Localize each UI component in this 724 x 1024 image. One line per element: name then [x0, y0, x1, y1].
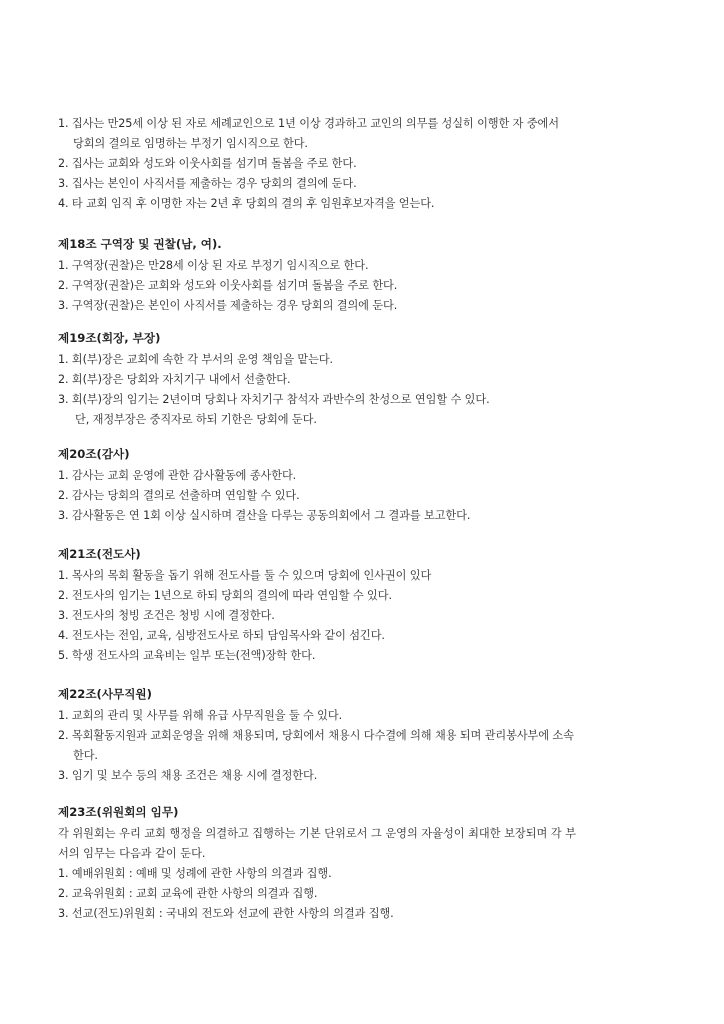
- article-19-item-3-proviso: 단, 재정부장은 중직자로 하되 기한은 당회에 둔다.: [75, 413, 317, 426]
- article-21-section: [58, 544, 688, 666]
- article-17-item-3: 3. 집사는 본인이 사직서를 제출하는 경우 당회의 결의에 둔다.: [58, 177, 357, 190]
- article-21-item-2: 2. 전도사의 임기는 1년으로 하되 당회의 결의에 따라 연임할 수 있다.: [58, 589, 392, 602]
- article-18-section: [58, 234, 688, 316]
- article-21-heading: 제21조(전도사): [58, 547, 141, 561]
- article-18-item-2: 2. 구역장(권찰)은 교회와 성도와 이웃사회를 섬기며 돌봄을 주로 한다.: [58, 279, 398, 292]
- article-21-item-5: 5. 학생 전도사의 교육비는 일부 또는(전액)장학 한다.: [58, 649, 316, 662]
- article-22-item-1: 1. 교회의 관리 및 사무를 위해 유급 사무직원을 둘 수 있다.: [58, 709, 343, 722]
- article-19-item-2: 2. 회(부)장은 당회와 자치기구 내에서 선출한다.: [58, 373, 291, 386]
- article-23-intro-line-2: 서의 임무는 다음과 같이 둔다.: [58, 847, 206, 860]
- article-23-heading: 제23조(위원회의 임무): [58, 805, 179, 819]
- article-21-item-1: 1. 목사의 목회 활동을 돕기 위해 전도사를 둘 수 있으며 당회에 인사권이 있다: [58, 569, 432, 582]
- article-23-item-3: 3. 선교(전도)위원회 : 국내외 전도와 선교에 관한 사항의 의결과 집행.: [58, 907, 394, 920]
- article-20-item-3: 3. 감사활동은 연 1회 이상 실시하며 결산을 다루는 공동의회에서 그 결과를 보고한다.: [58, 509, 471, 522]
- article-19-item-3: 3. 회(부)장의 임기는 2년이며 당회나 자치기구 참석자 과반수의 찬성으로 연임할 수 있다.: [58, 393, 490, 406]
- article-19-section: [58, 328, 688, 430]
- article-21-item-3: 3. 전도사의 청빙 조건은 청빙 시에 결정한다.: [58, 609, 275, 622]
- article-22-item-2-continued: 한다.: [73, 749, 98, 762]
- article-20-item-2: 2. 감사는 당회의 결의로 선출하며 연임할 수 있다.: [58, 489, 300, 502]
- article-18-heading: 제18조 구역장 및 권찰(남, 여).: [58, 237, 222, 251]
- article-23-item-2: 2. 교육위원회 : 교회 교육에 관한 사항의 의결과 집행.: [58, 887, 318, 900]
- article-17-list: [58, 114, 688, 214]
- article-22-section: [58, 684, 688, 786]
- article-17-item-1-continued: 당회의 결의로 임명하는 부정기 임시직으로 한다.: [73, 137, 308, 150]
- article-19-heading: 제19조(회장, 부장): [58, 331, 161, 345]
- article-23-section: [58, 802, 688, 924]
- article-22-heading: 제22조(사무직원): [58, 687, 152, 701]
- article-21-item-4: 4. 전도사는 전임, 교육, 심방전도사로 하되 담임목사와 같이 섬긴다.: [58, 629, 385, 642]
- article-18-item-1: 1. 구역장(권찰)은 만28세 이상 된 자로 부정기 임시직으로 한다.: [58, 259, 369, 272]
- article-22-item-3: 3. 임기 및 보수 등의 채용 조건은 채용 시에 결정한다.: [58, 769, 318, 782]
- article-17-item-2: 2. 집사는 교회와 성도와 이웃사회를 섬기며 돌봄을 주로 한다.: [58, 157, 357, 170]
- article-22-item-2: 2. 목회활동지원과 교회운영을 위해 채용되며, 당회에서 채용시 다수결에 의해 채용 되며 관리봉사부에 소속: [58, 729, 574, 742]
- article-20-item-1: 1. 감사는 교회 운영에 관한 감사활동에 종사한다.: [58, 469, 297, 482]
- article-17-item-4: 4. 타 교회 임직 후 이명한 자는 2년 후 당회의 결의 후 임원후보자격을 얻는다.: [58, 197, 435, 210]
- article-23-intro-line-1: 각 위원회는 우리 교회 행정을 의결하고 집행하는 기본 단위로서 그 운영의 자율성이 최대한 보장되며 각 부: [58, 827, 577, 840]
- article-20-heading: 제20조(감사): [58, 447, 130, 461]
- article-23-item-1: 1. 예배위원회 : 예배 및 성례에 관한 사항의 의결과 집행.: [58, 867, 332, 880]
- article-20-section: [58, 444, 688, 526]
- article-18-item-3: 3. 구역장(권찰)은 본인이 사직서를 제출하는 경우 당회의 결의에 둔다.: [58, 299, 398, 312]
- article-19-item-1: 1. 회(부)장은 교회에 속한 각 부서의 운영 책임을 맡는다.: [58, 353, 333, 366]
- article-17-item-1: 1. 집사는 만25세 이상 된 자로 세례교인으로 1년 이상 경과하고 교인의 의무를 성실히 이행한 자 중에서: [58, 117, 559, 130]
